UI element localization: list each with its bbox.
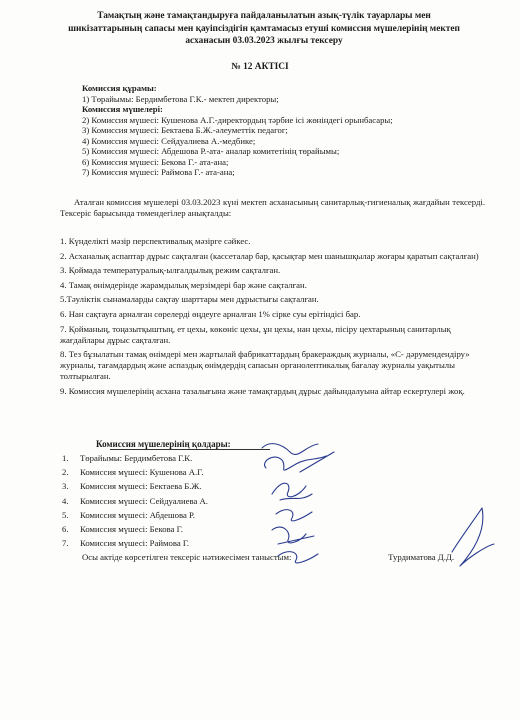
finding-item: 5.Тәуліктік сынамаларды сақтау шарттары мен дұрыстығы сақталған.: [60, 294, 319, 305]
signature-mark-1: [262, 444, 318, 455]
signature-text: Комиссия мүшесі: Раймова Г.: [80, 538, 190, 549]
signature-row: [62, 522, 208, 536]
acknowledgement-line: [82, 552, 454, 562]
signature-number: 1.: [62, 453, 69, 463]
signature-row: [62, 536, 208, 550]
findings-list: [60, 236, 488, 400]
composition-label: Комиссия құрамы:: [82, 83, 157, 93]
signature-mark-7: [452, 508, 494, 566]
signature-text: Комиссия мүшесі: Сейдуалиева А.: [80, 495, 208, 506]
title-line: Тамақтың және тамақтандыруға пайдаланылатын азық-түлік тауарлары мен: [97, 11, 431, 21]
commission-member: 2) Комиссия мүшесі: Кушенова А.Г.-директордың тәрбие ісі жөніндегі орынбасары;: [82, 114, 393, 125]
signature-mark-2: [265, 452, 334, 472]
signature-text: Комиссия мүшесі: Абдешова Р.: [80, 509, 195, 520]
finding-item: 1. Күнделікті мәзір перспективалық мәзірге сәйкес.: [60, 236, 251, 246]
commission-member: 5) Комиссия мүшесі: Абдешова Р.-ата- аналар комитетінің төрайымы;: [82, 146, 340, 156]
commission-chair: 1) Төрайымы: Бердимбетова Г.К.- мектеп директоры;: [82, 93, 279, 104]
signature-number: 3.: [62, 481, 69, 492]
signature-number: 5.: [62, 509, 69, 520]
finding-item: 7. Қойманың, тоңазытқыштың, ет цехы, көкөніс цехы, ұн цехы, нан цехы, пісіру цехтарының санитарлық жағдайлары дұрыс сақталған.: [60, 323, 451, 345]
finding-item: 6. Нан сақтауға арналған сөрелерді өңдеуге арналған 1% сірке суы ерітіндісі бар.: [60, 308, 361, 319]
members-label: Комиссия мүшелері:: [82, 104, 163, 114]
title-line: шикізаттарының сапасы мен қауіпсіздігін қамтамасыз етуші комиссия мүшелерінің мектеп: [68, 23, 460, 34]
signature-mark-5: [272, 527, 314, 544]
signature-row: [62, 479, 208, 493]
finding-item: 2. Асханалық аспаптар дұрыс сақталған (кассеталар бар, қасықтар мен шанышқылар жоғары қаратып сақталған): [60, 250, 479, 261]
signature-number: 2.: [62, 467, 69, 478]
finding-item: 4. Тамақ өнімдерінде жарамдылық мерзімдері бар және сақталған.: [60, 279, 307, 290]
signature-row: [62, 465, 208, 479]
signature-list: [62, 451, 208, 550]
signature-text: Төрайымы: Бердимбетова Г.К.: [80, 453, 193, 463]
signatures-underline: [110, 449, 270, 450]
commission-member: 7) Комиссия мүшесі: Раймова Г.- ата-ана;: [82, 167, 235, 177]
act-number: № 12 АКТІСІ: [231, 62, 289, 72]
signature-row: [62, 451, 208, 465]
signature-text: Комиссия мүшесі: Кушенова А.Г.: [80, 467, 204, 478]
signature-number: 7.: [62, 538, 69, 549]
title-line: асханасын 03.03.2023 жылғы тексеру: [185, 36, 343, 46]
signature-mark-3: [272, 483, 312, 500]
commission-member: 4) Комиссия мүшесі: Сейдуалиева А.-медбике;: [82, 135, 256, 146]
signature-number: 4.: [62, 495, 69, 506]
commission-member: 3) Комиссия мүшесі: Бектаева Б.Ж.-әлеуметтік педагог;: [82, 125, 288, 135]
signature-ink-strokes: [262, 444, 494, 566]
signature-row: [62, 494, 208, 508]
signature-text: Комиссия мүшесі: Бекова Г.: [80, 524, 183, 535]
finding-item: 8. Тез бұзылатын тамақ өнімдері мен жартылай фабрикаттардың бракераждық журналы, «С- дәрумендендіру» журналы, тағамдардың және аспаздық өнімдердің сапасын органолептикалық бағалау журналы уақытылы толтырылған.: [60, 349, 470, 382]
acknowledgement-text: Осы актіде көрсетілген тексеріс нәтижесімен таныстым:: [82, 552, 292, 562]
signature-text: Комиссия мүшесі: Бектаева Б.Ж.: [80, 481, 202, 492]
signature-number: 6.: [62, 524, 69, 535]
acknowledgement-name: Турдиматова Д.Д.: [388, 552, 454, 562]
finding-item: 9. Комиссия мүшелерінің асхана тазалығына және тамақтардың дұрыс дайындалуына айтар ескертулері жоқ.: [60, 385, 465, 396]
document-title: [44, 10, 484, 48]
signatures-heading: Комиссия мүшелерінің қолдары:: [96, 439, 231, 449]
signature-row: [62, 508, 208, 522]
signature-mark-4: [276, 510, 312, 521]
commission-member: 6) Комиссия мүшесі: Бекова Г.- ата-ана;: [82, 156, 229, 167]
intro-paragraph: Аталған комиссия мүшелері 03.03.2023 күні мектеп асханасының санитарлық-гигиеналық жағдайын тексерді. Тексеріс барысында төмендегілер анықталды:: [60, 197, 485, 219]
commission-block: [82, 83, 393, 178]
finding-item: 3. Қоймада температуралық-ылғалдылық режим сақталған.: [60, 265, 281, 276]
